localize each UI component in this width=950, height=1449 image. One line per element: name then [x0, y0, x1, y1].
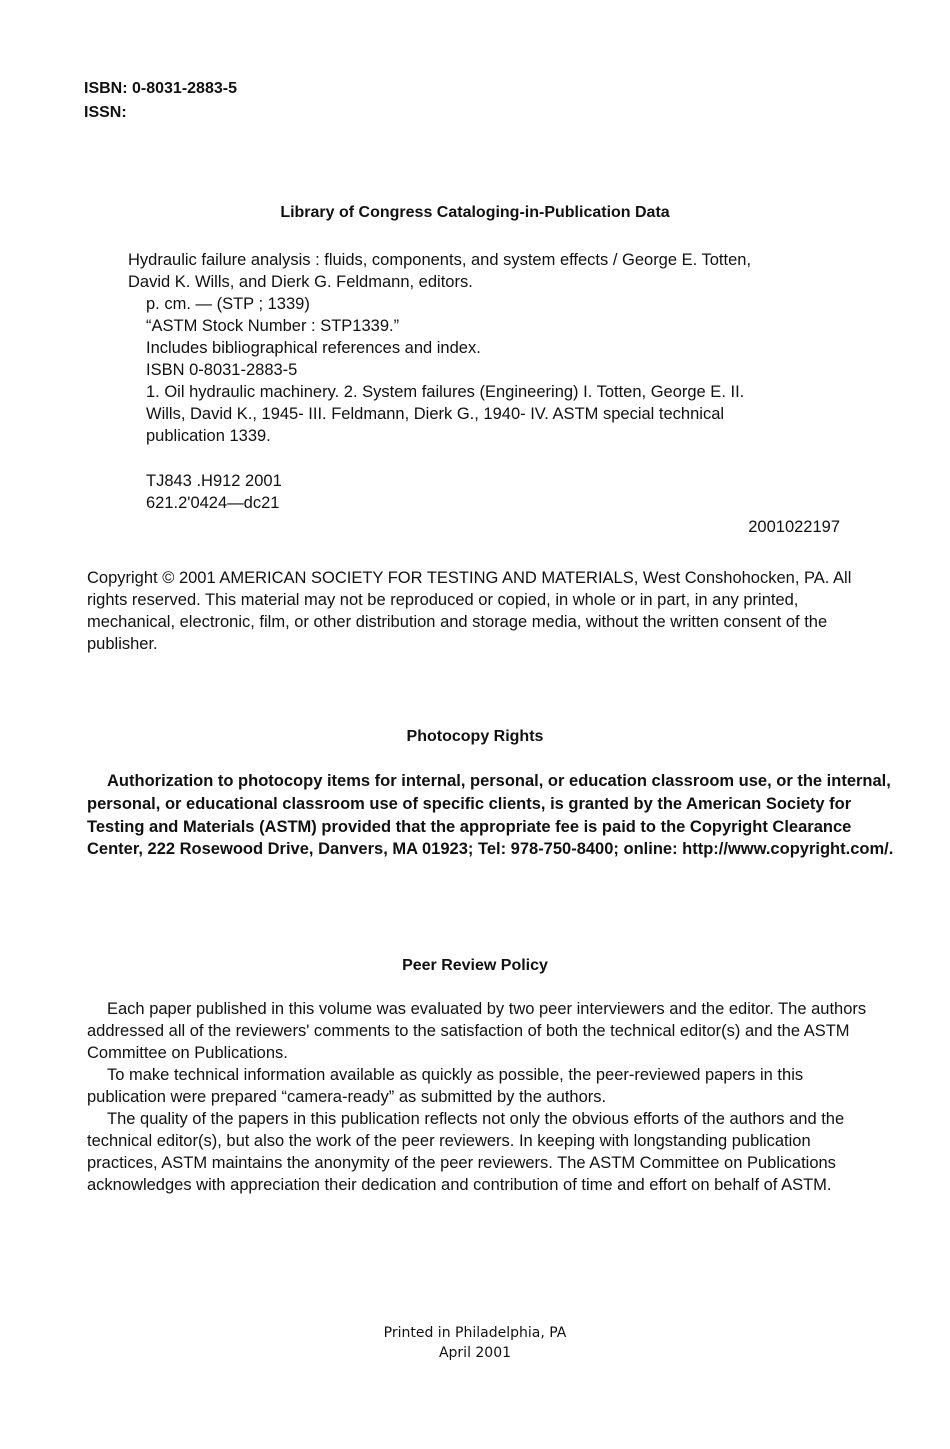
cip-title: Library of Congress Cataloging-in-Publication Data	[280, 204, 670, 221]
copyright-notice: Copyright © 2001 AMERICAN SOCIETY FOR TESTING AND MATERIALS, West Conshohocken, PA. All rights reserved. This material may not be reproduced or copied, in whole or in part, in any printed, mechanical, electronic, film, or other distribution and storage media, without the written consent of the publisher.	[87, 569, 852, 653]
cip-line: Includes bibliographical references and index.	[146, 339, 481, 357]
printed-info	[0, 1323, 950, 1363]
classification-numbers	[146, 470, 282, 514]
printed-date: April 2001	[438, 1345, 512, 1361]
call-number: TJ843 .H912 2001	[146, 472, 282, 490]
peer-review-paragraph: The quality of the papers in this publication reflects not only the obvious efforts of the authors and the technical editor(s), but also the work of the peer reviewers. In keeping with longstanding publication practices, ASTM maintains the anonymity of the peer reviewers. The ASTM Committee on Publications acknowledges with appreciation their dedication and contribution of time and effort on behalf of ASTM.	[87, 1110, 845, 1194]
cip-line: Hydraulic failure analysis : fluids, components, and system effects / George E. Totten,	[128, 251, 752, 269]
peer-review-title: Peer Review Policy	[402, 957, 548, 974]
issn-line: ISSN:	[84, 104, 127, 121]
cip-line: p. cm. — (STP ; 1339)	[146, 295, 310, 313]
cip-line: Wills, David K., 1945- III. Feldmann, Dierk G., 1940- IV. ASTM special technical	[146, 405, 725, 423]
cip-record	[128, 249, 828, 447]
printed-place: Printed in Philadelphia, PA	[383, 1325, 567, 1341]
cip-line: publication 1339.	[146, 427, 271, 445]
isbn-header	[84, 77, 237, 125]
cip-line: David K. Wills, and Dierk G. Feldmann, editors.	[128, 273, 473, 291]
cip-line: 1. Oil hydraulic machinery. 2. System failures (Engineering) I. Totten, George E. II.	[146, 383, 745, 401]
cip-line: ISBN 0-8031-2883-5	[146, 361, 298, 379]
isbn-line: ISBN: 0-8031-2883-5	[84, 80, 237, 97]
photocopy-rights-body: Authorization to photocopy items for internal, personal, or education classroom use, or the internal, personal, or educational classroom use of specific clients, is granted by the American Society for Testing and Materials (ASTM) provided that the appropriate fee is paid to the Copyright Clearance Center, 222 Rosewood Drive, Danvers, MA 01923; Tel: 978-750-8400; online: http://www.copyright.com/.	[87, 772, 894, 859]
photocopy-rights-title: Photocopy Rights	[406, 728, 544, 745]
lccn-number: 2001022197	[748, 518, 840, 536]
dewey-number: 621.2'0424—dc21	[146, 494, 280, 512]
peer-review-paragraph: To make technical information available as quickly as possible, the peer-reviewed papers in this publication were prepared “camera-ready” as submitted by the authors.	[87, 1066, 804, 1106]
peer-review-paragraph: Each paper published in this volume was evaluated by two peer interviewers and the editor. The authors addressed all of the reviewers' comments to the satisfaction of both the technical editor(s) and the ASTM Committee on Publications.	[87, 1000, 867, 1062]
cip-line: “ASTM Stock Number : STP1339.”	[146, 317, 400, 335]
peer-review-body	[87, 998, 877, 1196]
